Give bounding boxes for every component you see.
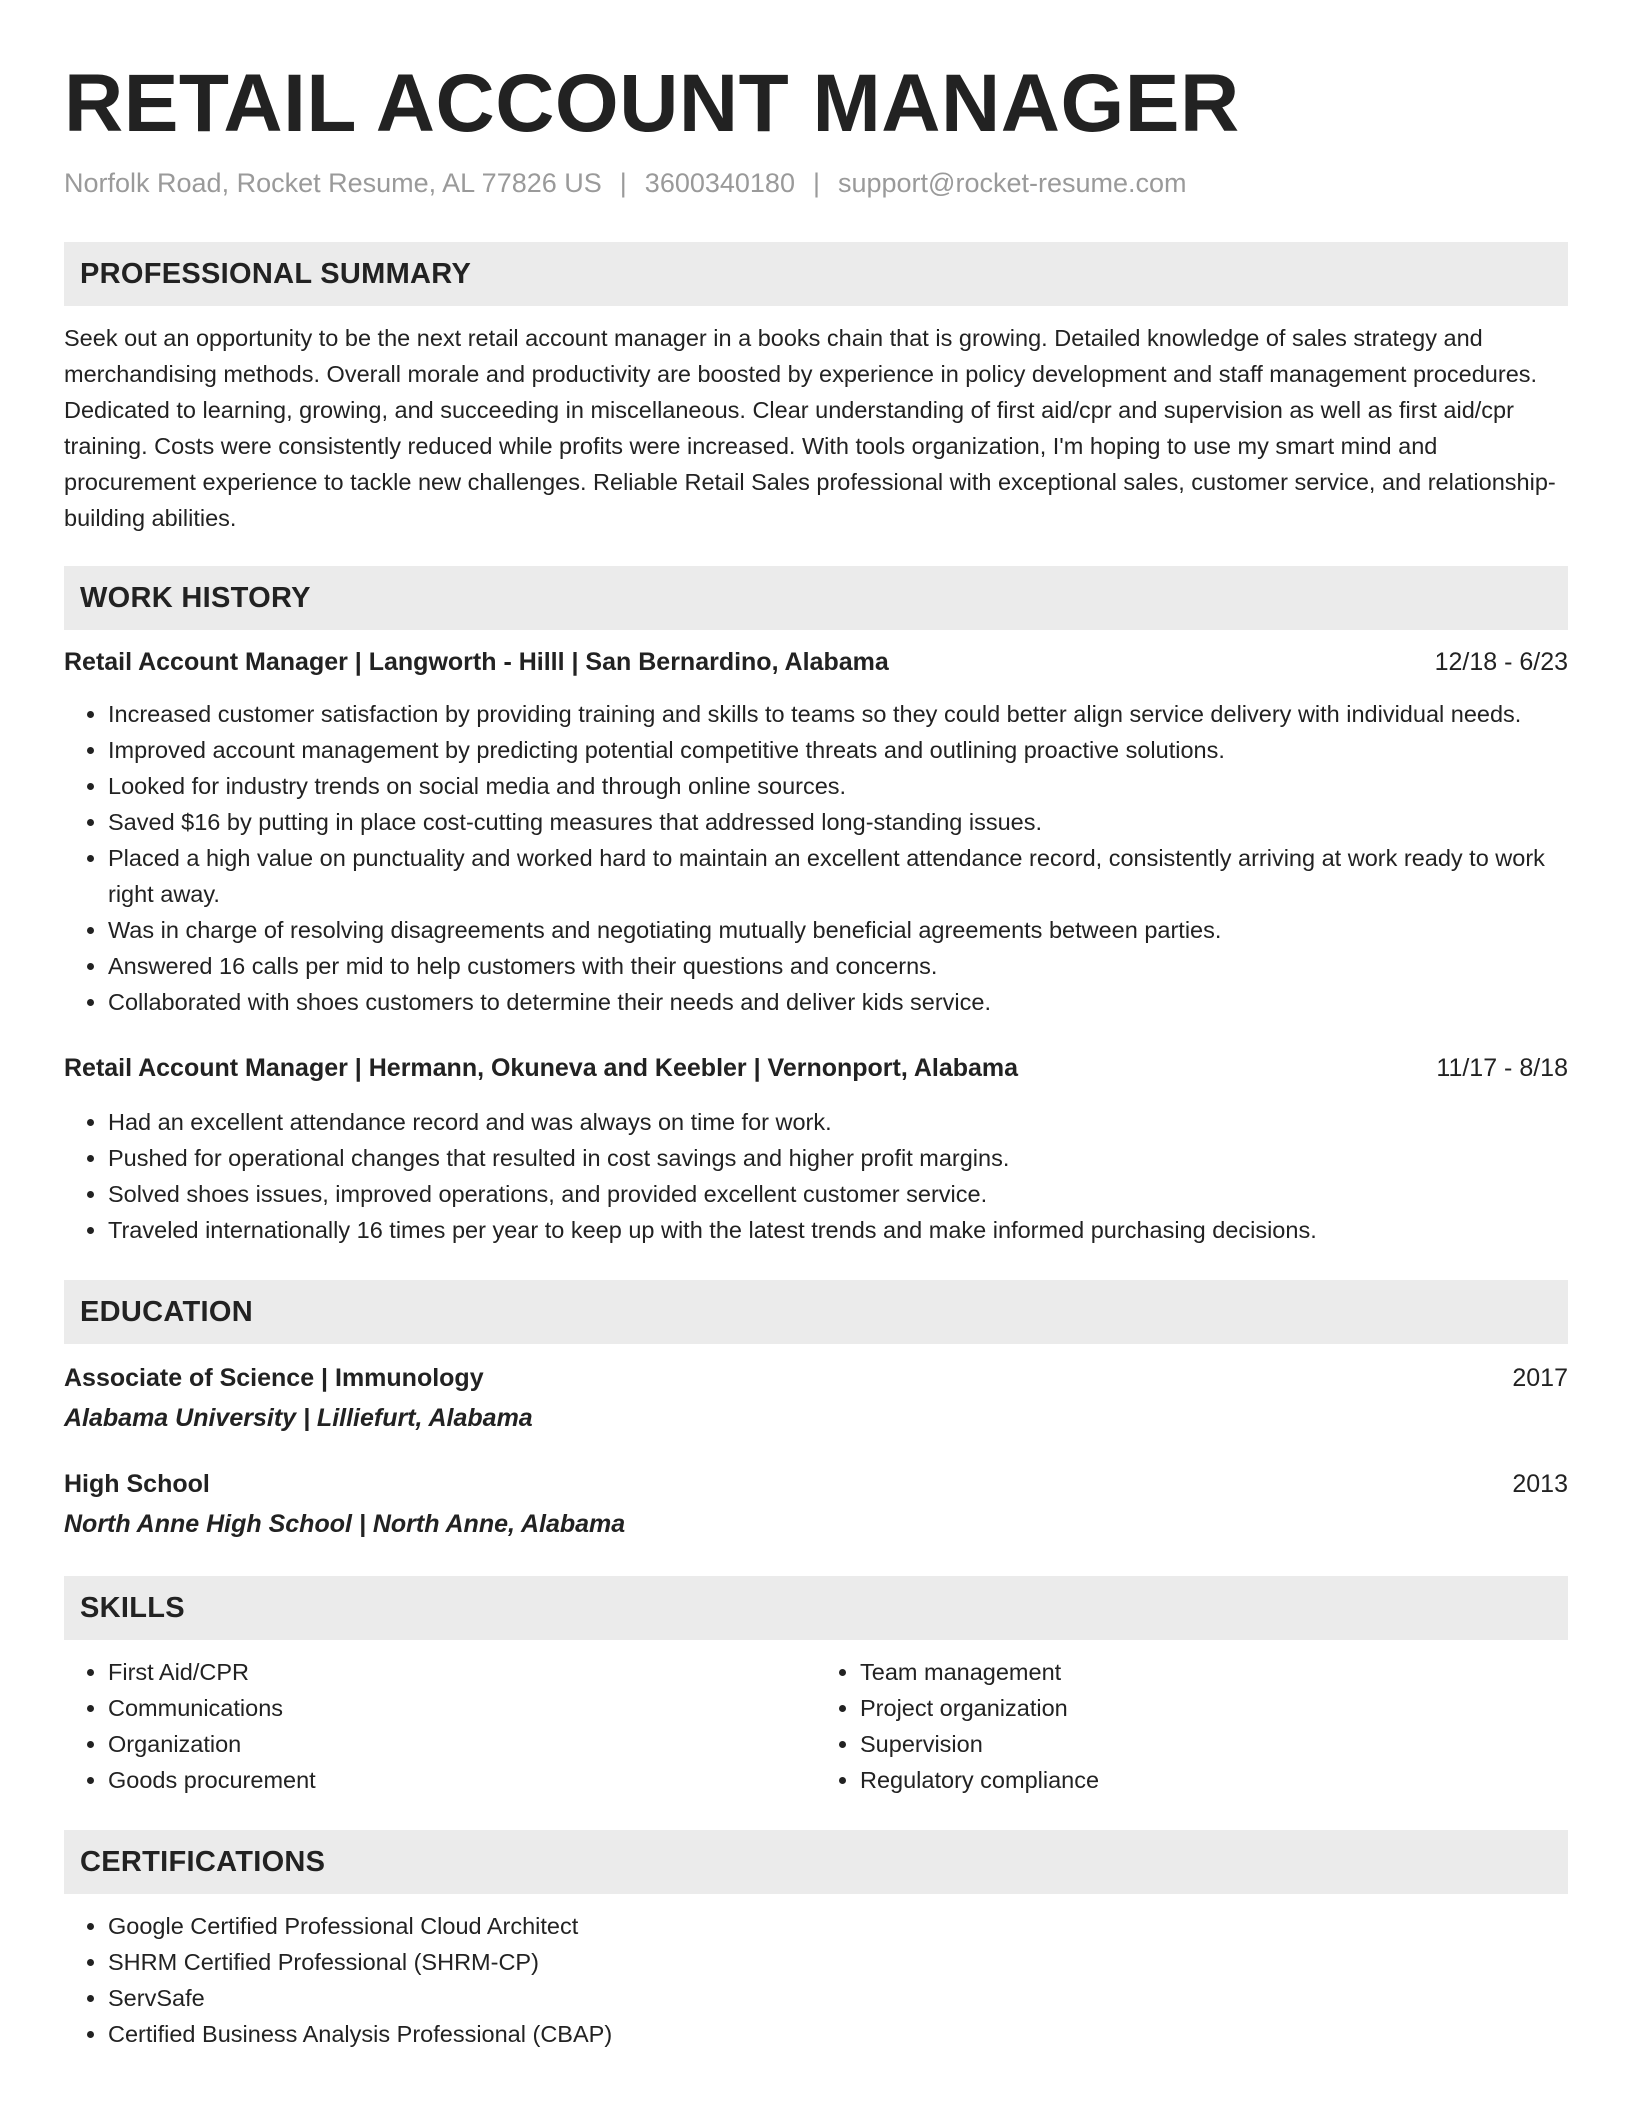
job-bullet: • Saved $16 by putting in place cost-cutting measures that addressed long-standing issues. xyxy=(108,804,1568,840)
education-header xyxy=(64,1466,1568,1502)
job-bullet: • Improved account management by predicting potential competitive threats and outlining proactive solutions. xyxy=(108,732,1568,768)
job-bullet: • Pushed for operational changes that resulted in cost savings and higher profit margins. xyxy=(108,1140,1568,1176)
education-entry xyxy=(64,1360,1568,1436)
job-bullet: • Solved shoes issues, improved operations, and provided excellent customer service. xyxy=(108,1176,1568,1212)
certifications-list xyxy=(64,1908,1568,2052)
job-bullet: • Was in charge of resolving disagreements and negotiating mutually beneficial agreements between parties. xyxy=(108,912,1568,948)
job-bullet: • Had an excellent attendance record and was always on time for work. xyxy=(108,1104,1568,1140)
education-section-header: EDUCATION xyxy=(64,1280,1568,1344)
skill-item: • Project organization xyxy=(860,1690,1568,1726)
education-year: 2017 xyxy=(1512,1364,1568,1392)
job-bullet: • Placed a high value on punctuality and worked hard to maintain an excellent attendance record, consistently arriving at work ready to work right away. xyxy=(108,840,1568,912)
work-history-section-header: WORK HISTORY xyxy=(64,566,1568,630)
certifications-section-header: CERTIFICATIONS xyxy=(64,1830,1568,1894)
job-bullet: • Traveled internationally 16 times per year to keep up with the latest trends and make informed purchasing decisions. xyxy=(108,1212,1568,1248)
job-bullet-list xyxy=(64,1104,1568,1248)
skills-list-left xyxy=(64,1654,816,1798)
summary-section-header: PROFESSIONAL SUMMARY xyxy=(64,242,1568,306)
contact-line xyxy=(64,166,1568,200)
skill-item: • Regulatory compliance xyxy=(860,1762,1568,1798)
skills-columns xyxy=(64,1654,1568,1798)
contact-separator: | xyxy=(812,168,820,198)
job-entry xyxy=(64,1050,1568,1248)
job-entry xyxy=(64,644,1568,1020)
education-year: 2013 xyxy=(1512,1470,1568,1498)
job-dates: 11/17 - 8/18 xyxy=(1436,1054,1568,1082)
education-school: Alabama University | Lilliefurt, Alabama xyxy=(64,1404,533,1432)
job-header xyxy=(64,644,1568,680)
skill-item: • Team management xyxy=(860,1654,1568,1690)
job-header xyxy=(64,1050,1568,1086)
job-dates: 12/18 - 6/23 xyxy=(1434,648,1568,676)
summary-text: Seek out an opportunity to be the next retail account manager in a books chain that is growing. Detailed knowledge of sales strategy and merchandising methods. Overall morale and productivity are boosted by experience in policy development and staff management procedures. Dedicated to learning, growing, and succeeding in miscellaneous. Clear understanding of first aid/cpr and supervision as well as first aid/cpr training. Costs were consistently reduced while profits were increased. With tools organization, I'm hoping to use my smart mind and procurement experience to tackle new challenges. Reliable Retail Sales professional with exceptional sales, customer service, and relationship-building abilities. xyxy=(64,325,1556,531)
job-bullet: • Answered 16 calls per mid to help customers with their questions and concerns. xyxy=(108,948,1568,984)
contact-separator: | xyxy=(619,168,627,198)
skill-item: • Supervision xyxy=(860,1726,1568,1762)
contact-phone: 3600340180 xyxy=(644,168,795,198)
skill-item: • First Aid/CPR xyxy=(108,1654,816,1690)
certification-item: • SHRM Certified Professional (SHRM-CP) xyxy=(108,1944,1568,1980)
certification-item: • Google Certified Professional Cloud Architect xyxy=(108,1908,1568,1944)
education-entry xyxy=(64,1466,1568,1542)
education-degree: Associate of Science | Immunology xyxy=(64,1364,484,1392)
skill-item: • Goods procurement xyxy=(108,1762,816,1798)
contact-address: Norfolk Road, Rocket Resume, AL 77826 US xyxy=(64,168,602,198)
skill-item: • Communications xyxy=(108,1690,816,1726)
skills-section-header: SKILLS xyxy=(64,1576,1568,1640)
skill-item: • Organization xyxy=(108,1726,816,1762)
job-bullet: • Collaborated with shoes customers to determine their needs and deliver kids service. xyxy=(108,984,1568,1020)
education-header xyxy=(64,1360,1568,1396)
job-bullet: • Increased customer satisfaction by providing training and skills to teams so they could better align service delivery with individual needs. xyxy=(108,696,1568,732)
education-degree: High School xyxy=(64,1470,210,1498)
job-bullet: • Looked for industry trends on social media and through online sources. xyxy=(108,768,1568,804)
resume-page xyxy=(64,0,1568,2052)
job-title: Retail Account Manager | Langworth - Hilll | San Bernardino, Alabama xyxy=(64,648,889,676)
resume-title: RETAIL ACCOUNT MANAGER xyxy=(64,58,1240,149)
education-school: North Anne High School | North Anne, Alabama xyxy=(64,1510,626,1538)
contact-email: support@rocket-resume.com xyxy=(837,168,1187,198)
certification-item: • Certified Business Analysis Professional (CBAP) xyxy=(108,2016,1568,2052)
job-title: Retail Account Manager | Hermann, Okuneva and Keebler | Vernonport, Alabama xyxy=(64,1054,1019,1082)
certification-item: • ServSafe xyxy=(108,1980,1568,2016)
skills-list-right xyxy=(816,1654,1568,1798)
job-bullet-list xyxy=(64,696,1568,1020)
